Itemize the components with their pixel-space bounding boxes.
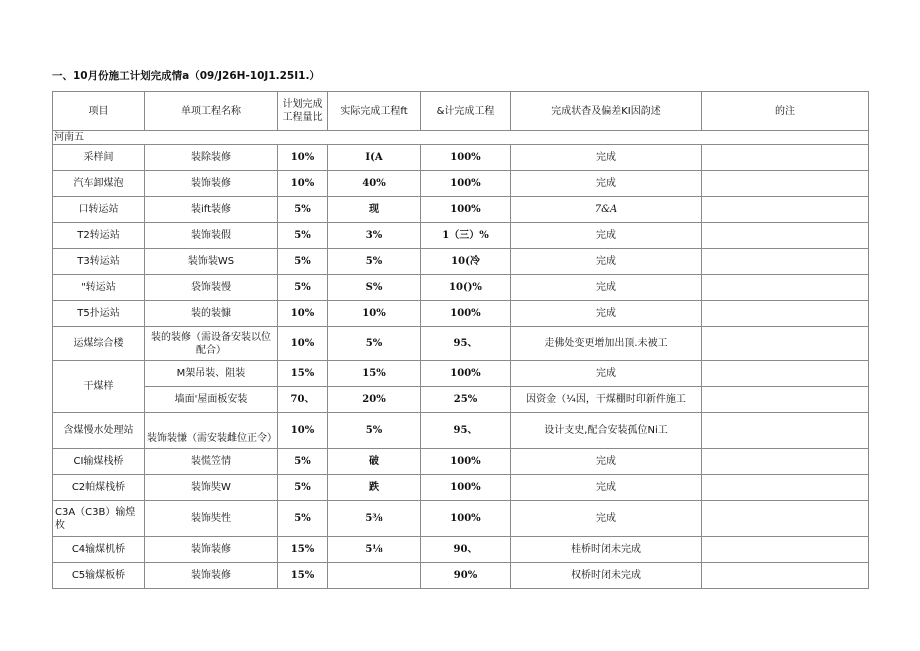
table-row xyxy=(53,171,869,197)
table-row xyxy=(53,197,869,223)
cell-name: 装饰装修 xyxy=(145,171,278,197)
cell-plan: 10% xyxy=(278,145,328,171)
cell-plan: 10% xyxy=(278,327,328,361)
cell-total: 100% xyxy=(421,171,511,197)
table-row xyxy=(53,327,869,361)
cell-actual: I(A xyxy=(328,145,421,171)
cell-note xyxy=(702,197,869,223)
cell-plan: 5% xyxy=(278,501,328,537)
cell-actual: 跌 xyxy=(328,475,421,501)
cell-total: 100% xyxy=(421,361,511,387)
cell-project: 含煤慢水处理站 xyxy=(53,413,145,449)
cell-project: 干煤样 xyxy=(53,361,145,413)
section-label: 河南五 xyxy=(53,131,869,145)
cell-note xyxy=(702,387,869,413)
cell-plan: 15% xyxy=(278,361,328,387)
cell-total: 10()% xyxy=(421,275,511,301)
table-row xyxy=(53,301,869,327)
cell-note xyxy=(702,501,869,537)
cell-name: 装饰奘性 xyxy=(145,501,278,537)
cell-note xyxy=(702,413,869,449)
cell-plan: 5% xyxy=(278,475,328,501)
cell-actual: 5⅛ xyxy=(328,537,421,563)
cell-actual: 5% xyxy=(328,327,421,361)
header-project: 项目 xyxy=(53,92,145,131)
cell-project: C4输煤机桥 xyxy=(53,537,145,563)
cell-actual: 20% xyxy=(328,387,421,413)
cell-note xyxy=(702,249,869,275)
cell-project: CI输煤栈桥 xyxy=(53,449,145,475)
header-actual: 实际完成工程ft xyxy=(328,92,421,131)
cell-status: 走佛处变更增加出顶.未被工 xyxy=(511,327,702,361)
table-row xyxy=(53,537,869,563)
cell-status: 设计支史,配合安装孤位Ni工 xyxy=(511,413,702,449)
cell-total: 100% xyxy=(421,449,511,475)
cell-name: 装饰装假 xyxy=(145,223,278,249)
cell-actual: 3% xyxy=(328,223,421,249)
cell-total: 10(冷 xyxy=(421,249,511,275)
cell-actual: 5⅜ xyxy=(328,501,421,537)
cell-name: M架吊装、阻装 xyxy=(145,361,278,387)
cell-status: 完成 xyxy=(511,501,702,537)
cell-plan: 10% xyxy=(278,301,328,327)
cell-note xyxy=(702,171,869,197)
cell-project: 汽车卸煤泡 xyxy=(53,171,145,197)
table-row xyxy=(53,449,869,475)
cell-note xyxy=(702,327,869,361)
table-row xyxy=(53,275,869,301)
section-row xyxy=(53,131,869,145)
cell-actual: 5% xyxy=(328,249,421,275)
header-item-name: 单项工程名称 xyxy=(145,92,278,131)
cell-total: 100% xyxy=(421,501,511,537)
cell-plan: 15% xyxy=(278,537,328,563)
cell-note xyxy=(702,475,869,501)
cell-plan: 5% xyxy=(278,275,328,301)
cell-project: T2转运站 xyxy=(53,223,145,249)
cell-actual: S% xyxy=(328,275,421,301)
table-row xyxy=(53,501,869,537)
cell-status: 完成 xyxy=(511,223,702,249)
table-row xyxy=(53,387,869,413)
table-header-row xyxy=(53,92,869,131)
cell-status: 7&A xyxy=(511,197,702,223)
cell-name: 装除装修 xyxy=(145,145,278,171)
cell-actual: 40% xyxy=(328,171,421,197)
cell-note xyxy=(702,361,869,387)
cell-actual: 15% xyxy=(328,361,421,387)
cell-project: 运煤综合楼 xyxy=(53,327,145,361)
cell-plan: 10% xyxy=(278,413,328,449)
cell-plan: 5% xyxy=(278,223,328,249)
cell-project: C2帕煤栈桥 xyxy=(53,475,145,501)
cell-actual: 现 xyxy=(328,197,421,223)
cell-name: 装饰装修 xyxy=(145,537,278,563)
cell-name: 装的装修（需设备安装以位配合） xyxy=(145,327,278,361)
construction-plan-table xyxy=(52,91,869,589)
cell-name: 装饰奘W xyxy=(145,475,278,501)
cell-name: 装的装慷 xyxy=(145,301,278,327)
cell-project: C3A（C3B）输煌枚 xyxy=(53,501,145,537)
document-title: 一、10月份施工计划完成情a（09/J26H-10J1.25I1.） xyxy=(52,70,320,82)
cell-name: 装饰装WS xyxy=(145,249,278,275)
cell-name: 装饰装修 xyxy=(145,563,278,589)
cell-note xyxy=(702,275,869,301)
cell-actual: 5% xyxy=(328,413,421,449)
cell-plan: 5% xyxy=(278,449,328,475)
cell-status: 完成 xyxy=(511,449,702,475)
cell-note xyxy=(702,301,869,327)
cell-status: 完成 xyxy=(511,301,702,327)
cell-plan: 5% xyxy=(278,197,328,223)
cell-project: 采样间 xyxy=(53,145,145,171)
table-row xyxy=(53,361,869,387)
header-total: &计完成工程 xyxy=(421,92,511,131)
cell-note xyxy=(702,223,869,249)
cell-project: T3转运站 xyxy=(53,249,145,275)
cell-name: 装慌笠情 xyxy=(145,449,278,475)
cell-project: 口转运站 xyxy=(53,197,145,223)
cell-total: 100% xyxy=(421,301,511,327)
cell-note xyxy=(702,145,869,171)
header-note: 的注 xyxy=(702,92,869,131)
cell-status: 完成 xyxy=(511,275,702,301)
cell-note xyxy=(702,537,869,563)
cell-name: 袋饰装慢 xyxy=(145,275,278,301)
cell-total: 100% xyxy=(421,145,511,171)
cell-total: 90% xyxy=(421,563,511,589)
cell-note xyxy=(702,449,869,475)
cell-name: 装饰装慊（需安装雌位正令） xyxy=(145,413,278,449)
cell-actual xyxy=(328,563,421,589)
table-row xyxy=(53,475,869,501)
cell-status: 完成 xyxy=(511,171,702,197)
cell-status: 完成 xyxy=(511,361,702,387)
cell-status: 桂桥时闭未完成 xyxy=(511,537,702,563)
cell-status: 因资金（¼因，干煤棚时印新件施工 xyxy=(511,387,702,413)
cell-actual: 破 xyxy=(328,449,421,475)
table-row xyxy=(53,563,869,589)
cell-plan: 5% xyxy=(278,249,328,275)
cell-total: 100% xyxy=(421,475,511,501)
cell-total: 100% xyxy=(421,197,511,223)
header-plan: 计划完成工程量比 xyxy=(278,92,328,131)
cell-actual: 10% xyxy=(328,301,421,327)
cell-project: "转运站 xyxy=(53,275,145,301)
cell-total: 95、 xyxy=(421,327,511,361)
cell-plan: 10% xyxy=(278,171,328,197)
cell-plan: 15% xyxy=(278,563,328,589)
cell-status: 完成 xyxy=(511,145,702,171)
cell-name: 墙面'屋面板安装 xyxy=(145,387,278,413)
cell-status: 权桥时闭未完成 xyxy=(511,563,702,589)
header-status: 完成状杳及偏差KI因韵述 xyxy=(511,92,702,131)
table-row xyxy=(53,249,869,275)
cell-name: 装ift装修 xyxy=(145,197,278,223)
cell-note xyxy=(702,563,869,589)
cell-project: C5输煤板桥 xyxy=(53,563,145,589)
cell-status: 完成 xyxy=(511,249,702,275)
cell-total: 25% xyxy=(421,387,511,413)
cell-total: 95、 xyxy=(421,413,511,449)
cell-plan: 70、 xyxy=(278,387,328,413)
cell-project: T5扑运站 xyxy=(53,301,145,327)
table-row xyxy=(53,413,869,449)
table-row xyxy=(53,223,869,249)
cell-status: 完成 xyxy=(511,475,702,501)
cell-total: 1（三）% xyxy=(421,223,511,249)
cell-total: 90、 xyxy=(421,537,511,563)
table-row xyxy=(53,145,869,171)
